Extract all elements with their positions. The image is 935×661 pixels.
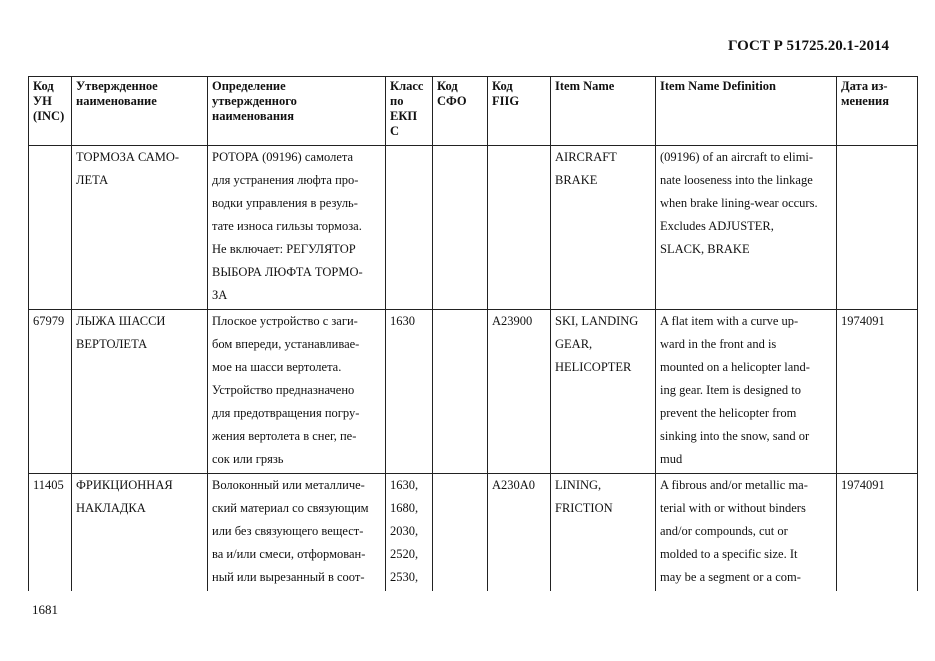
cell-line: 2530, xyxy=(390,570,419,584)
cell-line: ТОРМОЗА САМО- xyxy=(76,150,180,164)
cell-value: 67979 xyxy=(33,314,65,328)
cell-definition xyxy=(208,146,386,310)
cell-item-name xyxy=(551,146,656,310)
cell-line: ВЕРТОЛЕТА xyxy=(76,337,148,351)
cell-line: РОТОРА (09196) самолета xyxy=(212,150,354,164)
cell-line: LINING, xyxy=(555,478,602,492)
cell-change-date xyxy=(837,474,918,592)
cell-line: mud xyxy=(660,452,683,466)
cell-line: мое на шасси вертолета. xyxy=(212,360,342,374)
cell-line: тате износа гильзы тормоза. xyxy=(212,219,362,233)
cell-line: SLACK, BRAKE xyxy=(660,242,750,256)
table-row xyxy=(29,474,918,592)
header-line: ЕКП xyxy=(390,109,418,123)
cell-item-name-definition xyxy=(656,310,837,474)
cell-class xyxy=(386,474,433,592)
standard-designation: ГОСТ Р 51725.20.1-2014 xyxy=(727,38,889,54)
cell-change-date xyxy=(837,146,918,310)
cell-item-name-definition xyxy=(656,474,837,592)
header-line: Код xyxy=(437,79,458,93)
cell-line: BRAKE xyxy=(555,173,598,187)
cell-line: Excludes ADJUSTER, xyxy=(660,219,774,233)
header-line: Код xyxy=(492,79,513,93)
cell-line: сок или грязь xyxy=(212,452,284,466)
header-inc xyxy=(29,77,72,146)
cell-line: prevent the helicopter from xyxy=(660,406,797,420)
cell-line: ЛЫЖА ШАССИ xyxy=(76,314,166,328)
cell-line: may be a segment or a com- xyxy=(660,570,801,584)
cell-item-name-definition xyxy=(656,146,837,310)
cell-line: ЛЕТА xyxy=(76,173,109,187)
cell-approved-name xyxy=(72,474,208,592)
cell-line: SKI, LANDING xyxy=(555,314,639,328)
header-line: Дата из- xyxy=(841,79,888,93)
cell-line: when brake lining-wear occurs. xyxy=(660,196,818,210)
cell-sfo xyxy=(433,310,488,474)
cell-fiig xyxy=(488,310,551,474)
cell-change-date xyxy=(837,310,918,474)
cell-line: GEAR, xyxy=(555,337,593,351)
header-item-name xyxy=(551,77,656,146)
cell-line: 1680, xyxy=(390,501,419,515)
cell-line: ФРИКЦИОННАЯ xyxy=(76,478,173,492)
cell-line: ВЫБОРА ЛЮФТА ТОРМО- xyxy=(212,265,363,279)
cell-item-name xyxy=(551,474,656,592)
header-line: Определение xyxy=(212,79,286,93)
header-line: наименование xyxy=(76,94,157,108)
header-line: наименования xyxy=(212,109,295,123)
cell-line: водки управления в резуль- xyxy=(212,196,358,210)
cell-value: A23900 xyxy=(492,314,533,328)
cell-line: sinking into the snow, sand or xyxy=(660,429,810,443)
cell-line: ный или вырезанный в соот- xyxy=(212,570,365,584)
cell-value: 1974091 xyxy=(841,478,885,492)
cell-inc xyxy=(29,474,72,592)
cell-line: (09196) of an aircraft to elimi- xyxy=(660,150,814,164)
header-line: Утвержденное xyxy=(76,79,158,93)
cell-fiig xyxy=(488,146,551,310)
cell-value: 1974091 xyxy=(841,314,885,328)
cell-line: ЗА xyxy=(212,288,228,302)
cell-line: или без связующего вещест- xyxy=(212,524,364,538)
cell-line: 1630 xyxy=(390,314,415,328)
cell-line: A flat item with a curve up- xyxy=(660,314,799,328)
cell-line: AIRCRAFT xyxy=(555,150,617,164)
header-item-name-definition xyxy=(656,77,837,146)
header-line: менения xyxy=(841,94,889,108)
cell-definition xyxy=(208,474,386,592)
cell-line: FRICTION xyxy=(555,501,613,515)
header-line: FIIG xyxy=(492,94,520,108)
table-header-row xyxy=(29,77,918,146)
header-line: Item Name Definition xyxy=(660,79,776,93)
cell-line: HELICOPTER xyxy=(555,360,632,374)
header-change-date xyxy=(837,77,918,146)
cell-line: 1630, xyxy=(390,478,419,492)
cell-item-name xyxy=(551,310,656,474)
cell-approved-name xyxy=(72,310,208,474)
cell-definition xyxy=(208,310,386,474)
cell-line: Устройство предназначено xyxy=(212,383,355,397)
header-line: С xyxy=(390,124,400,138)
cell-line: ский материал со связующим xyxy=(212,501,369,515)
cell-inc xyxy=(29,146,72,310)
header-line: Класс xyxy=(390,79,424,93)
header-line: Item Name xyxy=(555,79,615,93)
cell-value: 11405 xyxy=(33,478,64,492)
cell-line: ward in the front and is xyxy=(660,337,777,351)
header-line: УН xyxy=(33,94,52,108)
cell-class xyxy=(386,146,433,310)
cell-line: and/or compounds, cut or xyxy=(660,524,788,538)
header-fiig xyxy=(488,77,551,146)
page-number: 1681 xyxy=(32,602,58,617)
cell-line: 2520, xyxy=(390,547,419,561)
table-body xyxy=(29,146,918,592)
header-line: Код xyxy=(33,79,54,93)
cell-class xyxy=(386,310,433,474)
cell-line: для устранения люфта про- xyxy=(212,173,359,187)
cell-value: A230A0 xyxy=(492,478,536,492)
cell-line: НАКЛАДКА xyxy=(76,501,146,515)
header-approved-name xyxy=(72,77,208,146)
catalog-table xyxy=(28,76,918,591)
cell-line: nate looseness into the linkage xyxy=(660,173,813,187)
cell-line: A fibrous and/or metallic ma- xyxy=(660,478,808,492)
cell-line: для предотвращения погру- xyxy=(212,406,360,420)
cell-line: mounted on a helicopter land- xyxy=(660,360,810,374)
cell-sfo xyxy=(433,474,488,592)
cell-inc xyxy=(29,310,72,474)
table-row xyxy=(29,146,918,310)
cell-line: Плоское устройство с заги- xyxy=(212,314,358,328)
header-definition xyxy=(208,77,386,146)
cell-line: жения вертолета в снег, пе- xyxy=(212,429,357,443)
header-class xyxy=(386,77,433,146)
header-line: СФО xyxy=(437,94,467,108)
cell-line: molded to a specific size. It xyxy=(660,547,798,561)
header-sfo xyxy=(433,77,488,146)
cell-fiig xyxy=(488,474,551,592)
table-row xyxy=(29,310,918,474)
header-line: (INC) xyxy=(33,109,65,123)
cell-line: Волоконный или металличе- xyxy=(212,478,365,492)
header-line: по xyxy=(390,94,404,108)
header-line: утвержденного xyxy=(212,94,297,108)
cell-line: ва и/или смеси, отформован- xyxy=(212,547,366,561)
cell-sfo xyxy=(433,146,488,310)
cell-approved-name xyxy=(72,146,208,310)
cell-line: Не включает: РЕГУЛЯТОР xyxy=(212,242,356,256)
cell-line: ing gear. Item is designed to xyxy=(660,383,801,397)
cell-line: бом впереди, устанавливае- xyxy=(212,337,360,351)
cell-line: terial with or without binders xyxy=(660,501,806,515)
cell-line: 2030, xyxy=(390,524,419,538)
